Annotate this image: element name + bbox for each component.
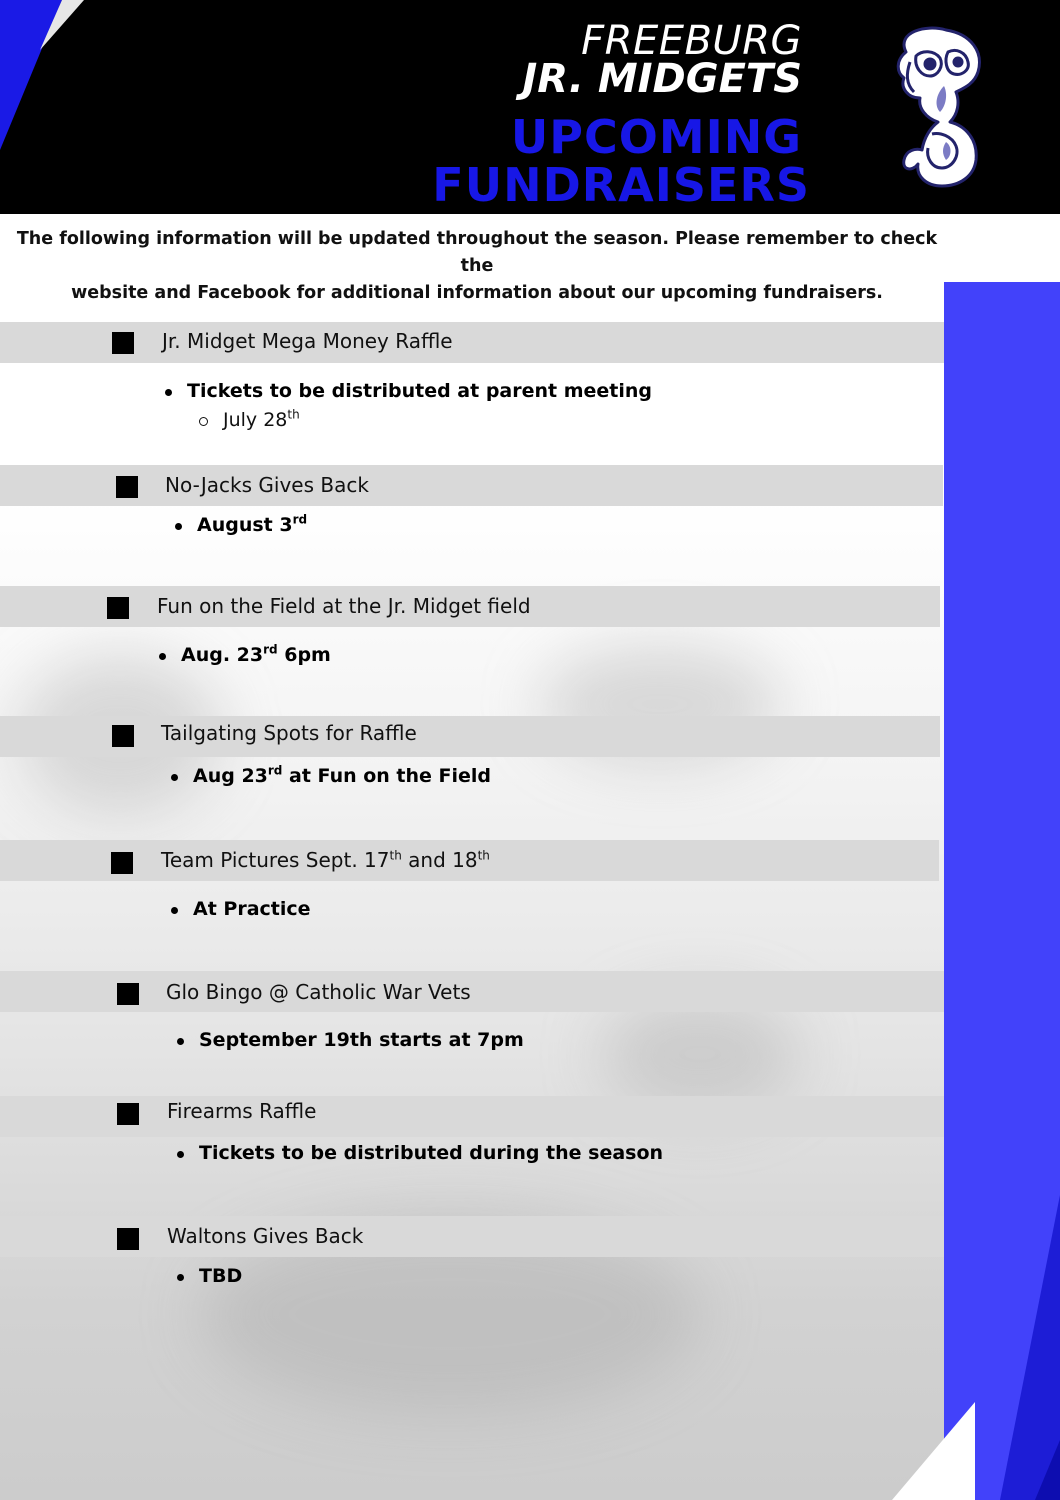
sub-detail-text: July 28 xyxy=(223,409,288,431)
square-bullet-icon xyxy=(112,332,134,354)
fundraiser-item-bar xyxy=(0,716,940,757)
fundraiser-title: Waltons Gives Back xyxy=(167,1224,364,1248)
fundraiser-detail: Tickets to be distributed during the season xyxy=(199,1142,664,1164)
square-bullet-icon xyxy=(111,852,133,874)
square-bullet-icon xyxy=(116,476,138,498)
intro-line-1: The following information will be updated throughout the season. Please remember to check the xyxy=(16,229,938,276)
fundraiser-title: Fun on the Field at the Jr. Midget field xyxy=(157,594,531,618)
fundraiser-detail: September 19th starts at 7pm xyxy=(199,1029,524,1051)
title-text-suffix: and 18 xyxy=(401,848,478,872)
square-bullet-icon xyxy=(117,983,139,1005)
detail-sup: rd xyxy=(263,642,278,657)
title-sup: th xyxy=(477,848,490,863)
header-title-jr-midgets: JR. MIDGETS xyxy=(522,56,802,102)
detail-text: Aug 23 xyxy=(193,765,268,787)
fundraiser-detail xyxy=(197,514,307,536)
header-title-fundraisers: FUNDRAISERS xyxy=(432,158,810,212)
fundraiser-item-bar xyxy=(0,1096,944,1137)
detail-text: August 3 xyxy=(197,514,293,536)
fundraiser-item-bar xyxy=(0,1216,944,1257)
fundraiser-item-bar xyxy=(0,465,943,506)
fundraiser-title xyxy=(161,848,490,872)
detail-text: Aug. 23 xyxy=(181,644,264,666)
fundraiser-detail: TBD xyxy=(199,1265,243,1287)
intro-line-2: website and Facebook for additional information about our upcoming fundraisers. xyxy=(71,283,883,303)
fundraiser-detail xyxy=(193,765,491,787)
fundraiser-sub-detail xyxy=(223,409,300,431)
detail-sup: rd xyxy=(292,512,308,527)
square-bullet-icon xyxy=(117,1103,139,1125)
intro-text xyxy=(0,226,954,307)
fundraiser-title: No-Jacks Gives Back xyxy=(165,473,369,497)
fundraiser-title: Firearms Raffle xyxy=(167,1099,317,1123)
square-bullet-icon xyxy=(107,597,129,619)
title-sup: th xyxy=(389,848,402,863)
fundraiser-title: Jr. Midget Mega Money Raffle xyxy=(162,329,453,353)
header-title-upcoming: UPCOMING xyxy=(510,110,802,164)
fundraiser-title: Tailgating Spots for Raffle xyxy=(161,721,417,745)
detail-text-suffix: at Fun on the Field xyxy=(282,765,492,787)
sub-detail-sup: th xyxy=(287,407,300,422)
fundraiser-item-bar xyxy=(0,322,944,363)
hornet-mascot-icon xyxy=(886,22,990,192)
detail-text-suffix: 6pm xyxy=(277,644,331,666)
fundraiser-detail: At Practice xyxy=(193,898,311,920)
title-text: Team Pictures Sept. 17 xyxy=(161,848,390,872)
header-title-freeburg: FREEBURG xyxy=(581,18,802,64)
detail-sup: rd xyxy=(267,763,283,778)
fundraiser-detail: Tickets to be distributed at parent meeting xyxy=(187,380,653,402)
fundraiser-title: Glo Bingo @ Catholic War Vets xyxy=(166,980,471,1004)
fundraiser-item-bar xyxy=(0,971,944,1012)
fundraiser-detail xyxy=(181,644,331,666)
square-bullet-icon xyxy=(112,725,134,747)
top-left-corner-decoration xyxy=(0,0,120,214)
square-bullet-icon xyxy=(117,1228,139,1250)
header-banner xyxy=(0,0,1060,214)
